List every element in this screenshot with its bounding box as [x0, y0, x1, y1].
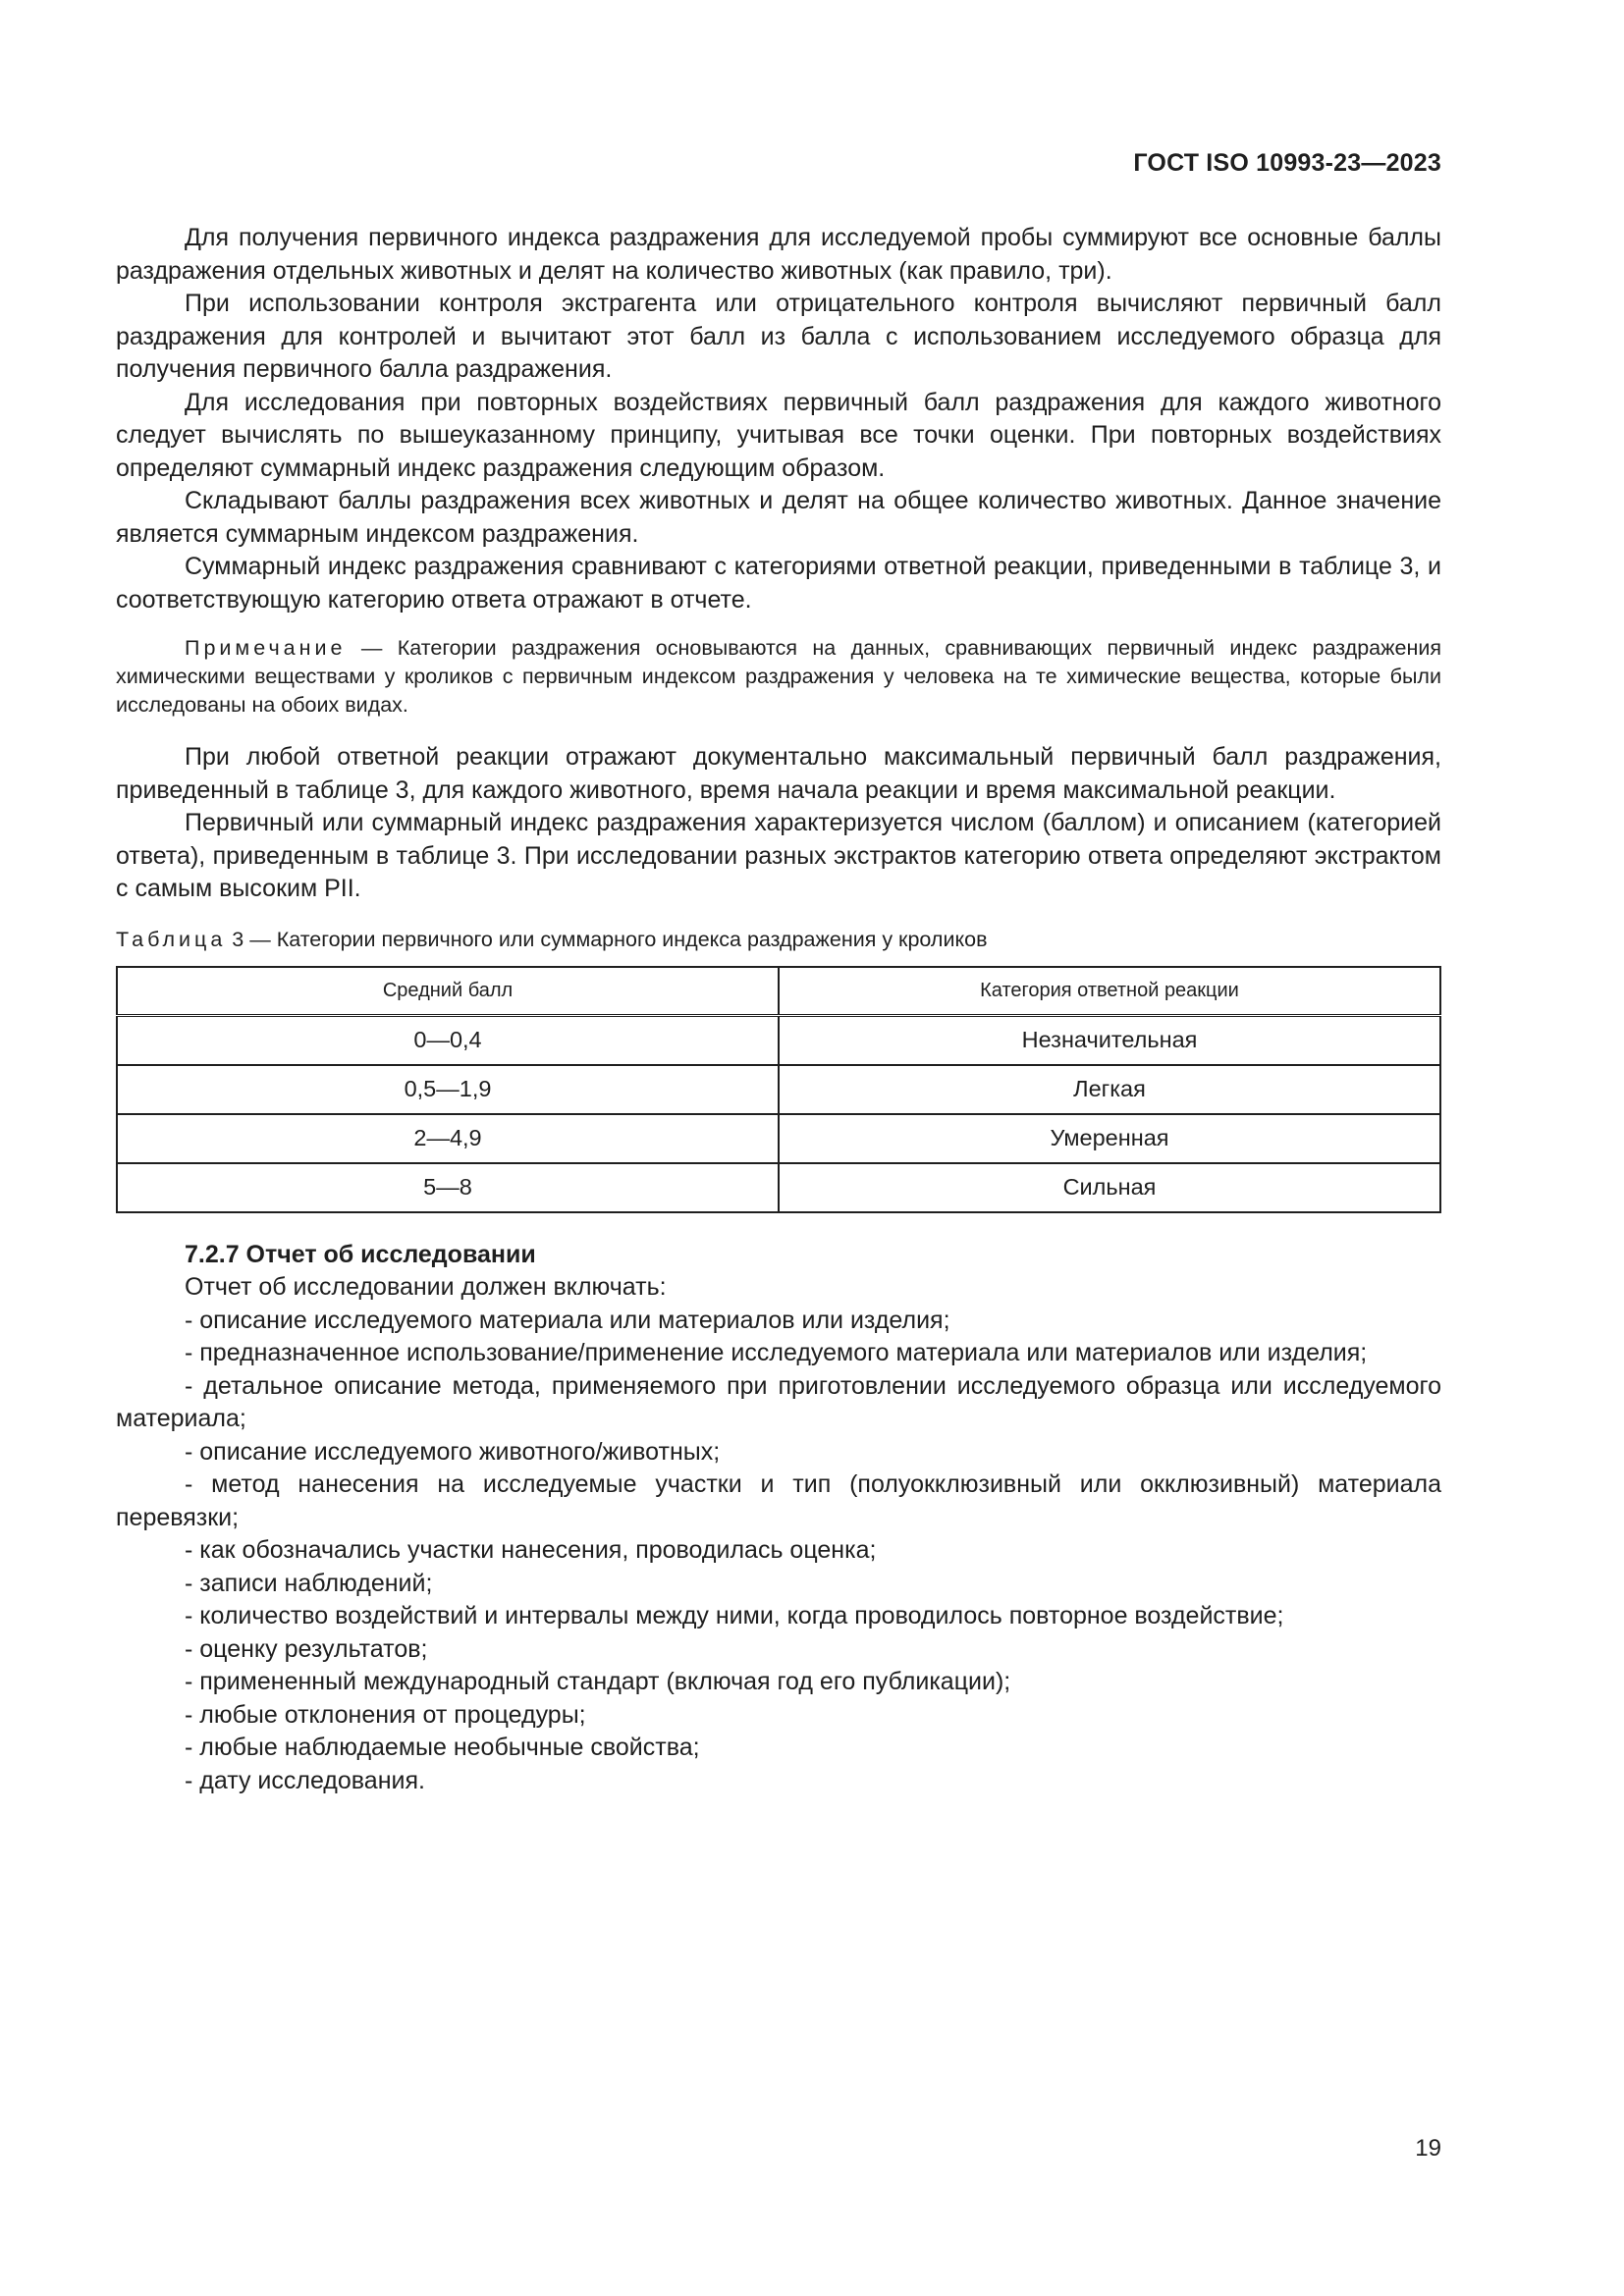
list-item: - описание исследуемого материала или материалов или изделия;: [185, 1306, 950, 1334]
section-intro: Отчет об исследовании должен включать:: [185, 1273, 667, 1301]
paragraph: При любой ответной реакции отражают документально максимальный первичный балл раздражения, приведенный в таблице 3, для каждого животного, время начала реакции и время максимальной реакции.: [116, 743, 1441, 804]
list-item: - количество воздействий и интервалы между ними, когда проводилось повторное воздействие;: [185, 1602, 1284, 1629]
table-caption: [116, 926, 1441, 954]
table-header-row: [117, 967, 1440, 1016]
note: [116, 634, 1441, 720]
table-cell: 5—8: [117, 1163, 779, 1212]
list-item: - описание исследуемого животного/животных;: [185, 1437, 721, 1466]
table-caption-label: Таблица: [116, 927, 227, 951]
note-text: — Категории раздражения основываются на данных, сравнивающих первичный индекс раздражения химическими веществами у кроликов с первичным индексом раздражения у человека на те химические вещества, которые были исследованы на обоих видах.: [116, 636, 1441, 717]
table-cell: Незначительная: [779, 1015, 1440, 1065]
list-item: - детальное описание метода, применяемого при приготовлении исследуемого образца или исследуемого материала;: [116, 1371, 1441, 1432]
table-caption-text: 3 — Категории первичного или суммарного индекса раздражения у кроликов: [226, 927, 988, 951]
list-item: - дату исследования.: [185, 1766, 425, 1794]
table-row: [117, 1114, 1440, 1163]
irritation-category-table: [116, 966, 1441, 1213]
paragraph: Для получения первичного индекса раздражения для исследуемой пробы суммируют все основные баллы раздражения отдельных животных и делят на количество животных (как правило, три).: [116, 224, 1441, 285]
table-cell: Умеренная: [779, 1114, 1440, 1163]
list-item: - метод нанесения на исследуемые участки и тип (полуокклюзивный или окклюзивный) материала перевязки;: [116, 1470, 1441, 1531]
page-content: [116, 222, 1441, 1797]
list-item: - записи наблюдений;: [185, 1569, 433, 1597]
table-row: [117, 1163, 1440, 1212]
paragraph: Для исследования при повторных воздействиях первичный балл раздражения для каждого животного следует вычислять по вышеуказанному принципу, учитывая все точки оценки. При повторных воздействиях определяют суммарный индекс раздражения следующим образом.: [116, 388, 1441, 482]
page-number: 19: [1415, 2135, 1441, 2162]
column-header-mean-score: Средний балл: [117, 967, 779, 1016]
section-heading: 7.2.7 Отчет об исследовании: [185, 1240, 536, 1268]
paragraph: При использовании контроля экстрагента или отрицательного контроля вычисляют первичный балл раздражения для контролей и вычитают этот балл из балла с использованием исследуемого образца для получения первичного балла раздражения.: [116, 290, 1441, 383]
table-cell: 0—0,4: [117, 1015, 779, 1065]
document-id-header: ГОСТ ISO 10993-23—2023: [1133, 149, 1441, 177]
list-item: - предназначенное использование/применение исследуемого материала или материалов или изделия;: [185, 1339, 1368, 1366]
table-cell: Легкая: [779, 1065, 1440, 1114]
table-cell: 0,5—1,9: [117, 1065, 779, 1114]
table-row: [117, 1015, 1440, 1065]
paragraph: Суммарный индекс раздражения сравнивают с категориями ответной реакции, приведенными в таблице 3, и соответствующую категорию ответа отражают в отчете.: [116, 553, 1441, 614]
table-cell: 2—4,9: [117, 1114, 779, 1163]
table-row: [117, 1065, 1440, 1114]
table-cell: Сильная: [779, 1163, 1440, 1212]
list-item: - любые отклонения от процедуры;: [185, 1700, 586, 1729]
column-header-response-category: Категория ответной реакции: [779, 967, 1440, 1016]
note-label: Примечание: [185, 636, 347, 660]
paragraph: Складывают баллы раздражения всех животных и делят на общее количество животных. Данное значение является суммарным индексом раздражения.: [116, 487, 1441, 548]
paragraph: Первичный или суммарный индекс раздражения характеризуется числом (баллом) и описанием (категорией ответа), приведенным в таблице 3. При исследовании разных экстрактов категорию ответа определяют экстрактом с самым высоким PII.: [116, 809, 1441, 902]
list-item: - примененный международный стандарт (включая год его публикации);: [185, 1668, 1011, 1695]
list-item: - как обозначались участки нанесения, проводилась оценка;: [185, 1536, 877, 1564]
list-item: - оценку результатов;: [185, 1634, 428, 1663]
list-item: - любые наблюдаемые необычные свойства;: [185, 1734, 700, 1761]
